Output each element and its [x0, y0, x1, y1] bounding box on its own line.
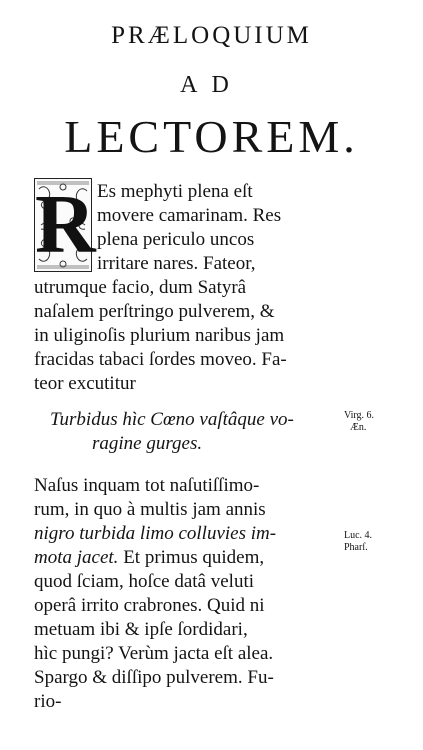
- italic-span: mota jacet.: [34, 547, 119, 568]
- initial-letter: R: [35, 178, 96, 271]
- text-line: in uliginoſis plurium naribus jam: [34, 325, 285, 346]
- text-line: naſalem perſtringo pulverem, &: [34, 301, 275, 322]
- text-line: quod ſciam, hoſce datâ veluti: [34, 571, 255, 592]
- text-line: teor excutitur: [34, 373, 136, 394]
- text-line: [34, 547, 264, 569]
- text-line: plena periculo uncos: [97, 229, 255, 250]
- text-line: hìc pungi? Verùm jacta eſt alea.: [34, 643, 274, 664]
- text-line: utrumque facio, dum Satyrâ: [34, 277, 247, 298]
- marginal-note: Æn.: [350, 422, 367, 433]
- quote-line: Turbidus hìc Cœno vaſtâque vo-: [50, 409, 294, 430]
- text-line: operâ irrito crabrones. Quid ni: [34, 595, 265, 616]
- text-line: Naſus inquam tot naſutiſſimo-: [34, 475, 260, 496]
- text-line: irritare nares. Fateor,: [97, 253, 256, 274]
- marginal-note: Luc. 4.: [344, 530, 373, 541]
- text-line: fracidas tabaci ſordes moveo. Fa-: [34, 349, 287, 370]
- text-line: rio-: [34, 691, 62, 712]
- marginal-note: Virg. 6.: [344, 410, 375, 421]
- text-line: metuam ibi & ipſe ſordidari,: [34, 619, 248, 640]
- roman-span: Et primus quidem,: [118, 547, 265, 568]
- decorated-initial: [34, 178, 96, 272]
- quote-line: ragine gurges.: [92, 433, 203, 454]
- heading-praeloquium: PRÆLOQUIUM: [111, 22, 312, 49]
- heading-lectorem: LECTOREM.: [64, 111, 359, 162]
- text-line: Es mephyti plena eſt: [97, 181, 253, 202]
- text-line: rum, in quo à multis jam annis: [34, 499, 266, 520]
- text-line: movere camarinam. Res: [97, 205, 282, 226]
- heading-ad: AD: [180, 72, 243, 98]
- marginal-note: Pharſ.: [344, 542, 368, 553]
- text-line: Spargo & diſſipo pulverem. Fu-: [34, 667, 274, 688]
- text-line: nigro turbida limo colluvies im-: [34, 523, 277, 544]
